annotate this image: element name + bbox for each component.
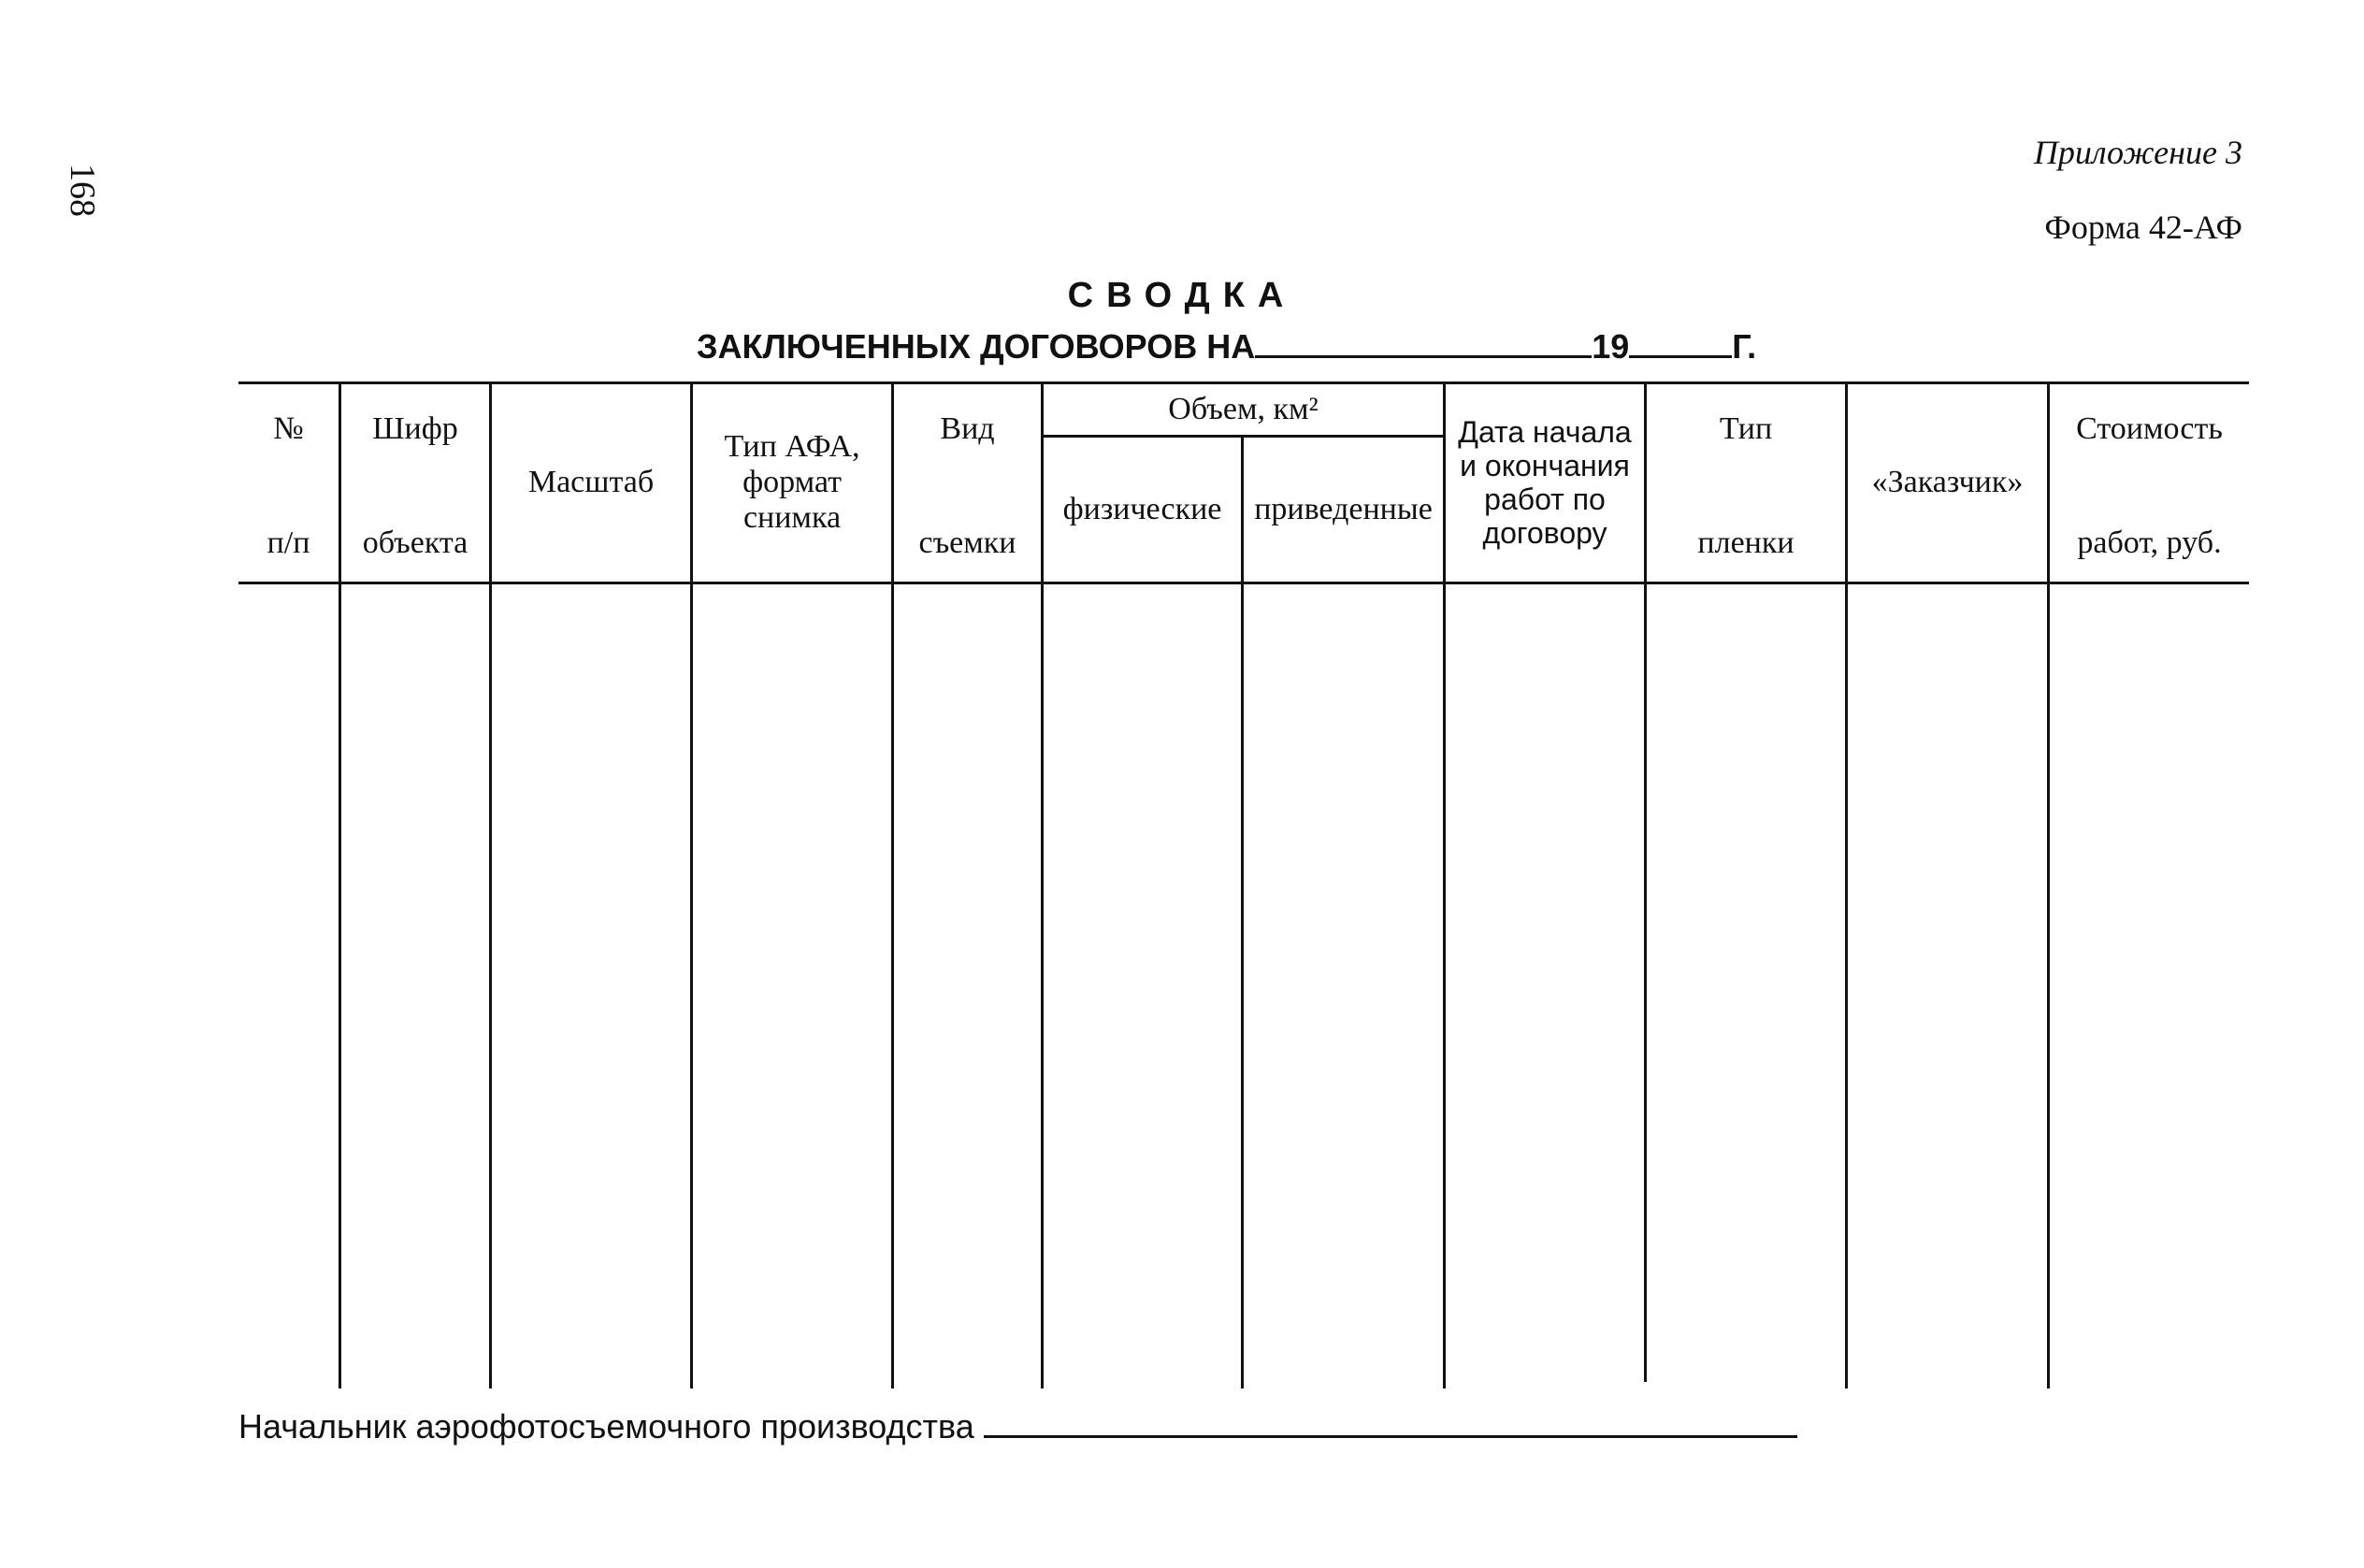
document-title: СВОДКА bbox=[1067, 276, 1297, 315]
header-object-code: Шифр объекта bbox=[362, 411, 468, 560]
year-blank[interactable] bbox=[1629, 329, 1732, 358]
header-customer: «Заказчик» bbox=[1871, 465, 2024, 499]
header-survey-type: Вид съемки bbox=[918, 411, 1016, 560]
year-prefix: 19 bbox=[1592, 327, 1630, 366]
subtitle-prefix: ЗАКЛЮЧЕННЫХ ДОГОВОРОВ НА bbox=[697, 327, 1256, 366]
form-number: Форма 42-АФ bbox=[2044, 209, 2242, 246]
signature-blank[interactable] bbox=[984, 1411, 1797, 1438]
page-number: 168 bbox=[63, 164, 102, 217]
header-scale: Масштаб bbox=[527, 465, 655, 499]
header-contract-dates: Дата начала и окончания работ по договору bbox=[1458, 415, 1632, 550]
header-volume-reduced: приведенные bbox=[1254, 492, 1433, 526]
header-volume: Объем, км² bbox=[1168, 391, 1319, 426]
signature-line bbox=[238, 1407, 1797, 1446]
header-afa-type: Тип АФА, формат снимка bbox=[724, 429, 860, 535]
header-number: № п/п bbox=[267, 411, 310, 560]
header-film-type: Тип пленки bbox=[1697, 411, 1795, 560]
period-blank[interactable] bbox=[1255, 329, 1592, 358]
signature-label: Начальник аэрофотосъемочного производства bbox=[238, 1407, 974, 1446]
header-volume-physical: физические bbox=[1062, 492, 1222, 526]
header-cost: Стоимость работ, руб. bbox=[2076, 411, 2223, 560]
table-header-bottom-border bbox=[238, 582, 2249, 584]
document-subtitle bbox=[697, 327, 1756, 367]
subtitle-suffix: Г. bbox=[1732, 327, 1757, 366]
appendix-label: Приложение 3 bbox=[2033, 134, 2242, 171]
